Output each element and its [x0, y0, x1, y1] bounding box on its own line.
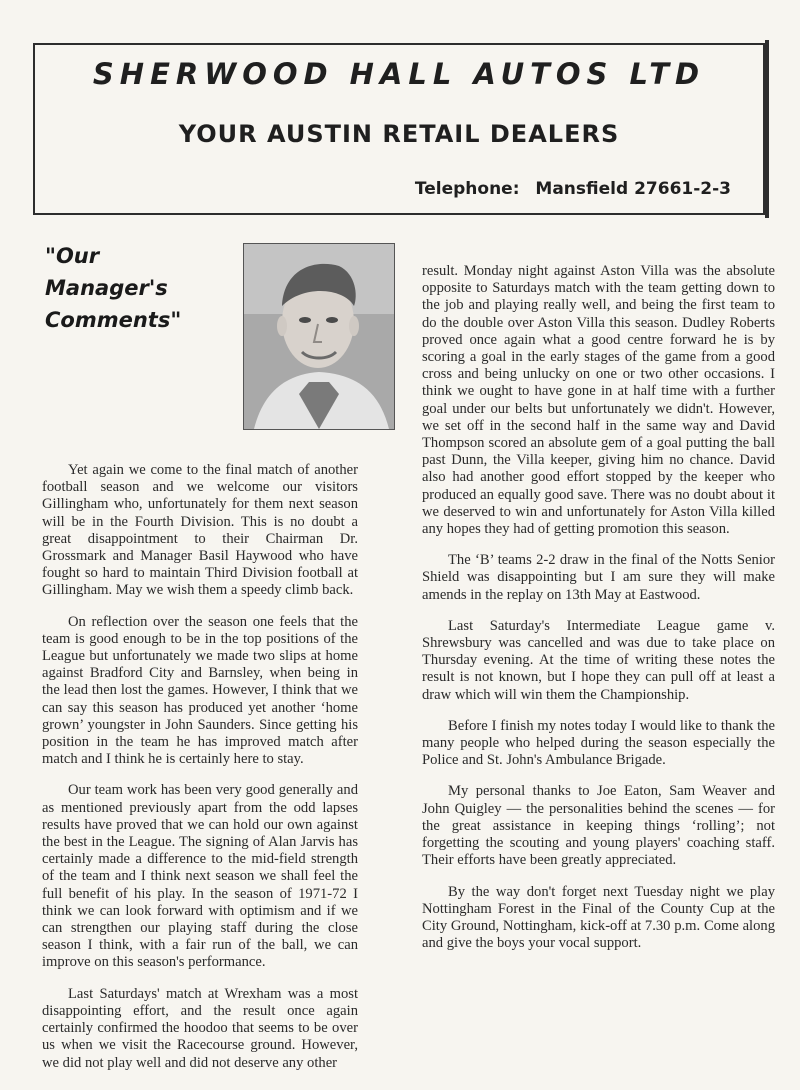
article-paragraph: On reflection over the season one feels that the team is good enough to be in the top positions of the League but unfortunately we made two slips at home against Bradford City and Barnsley, when being in the lead then lost the games. However, I think that we can say this season has produced yet another ‘home grown’ youngster in John Saunders. Since getting his position in the team he has improved match after match and I think he is certainly here to stay.	[42, 613, 358, 768]
portrait-illustration	[244, 244, 394, 429]
telephone-number: Mansfield 27661-2-3	[535, 179, 731, 199]
article-left-column	[42, 462, 358, 1086]
article-right-column	[422, 263, 775, 966]
article-paragraph: The ‘B’ teams 2-2 draw in the final of the Notts Senior Shield was disappointing but I am sure they will make amends in the replay on 13th May at Eastwood.	[422, 552, 775, 603]
article-heading	[45, 240, 225, 336]
advert-company-name: SHERWOOD HALL AUTOS LTD	[92, 57, 706, 91]
article-paragraph: My personal thanks to Joe Eaton, Sam Weaver and John Quigley — the personalities behind the scenes — for the great assistance in keeping things ‘rolling’; not forgetting the scouting and young players' coaching staff. Their efforts have been greatly appreciated.	[422, 783, 775, 869]
article-paragraph: Last Saturday's Intermediate League game v. Shrewsbury was cancelled and was due to take place on Thursday evening. At the time of writing these notes the result is not known, but I hope they can pull off at least a draw which will win them the Championship.	[422, 617, 775, 703]
telephone-label: Telephone:	[414, 179, 520, 199]
advert-box	[33, 43, 765, 215]
heading-line: "Our	[45, 244, 100, 268]
article-paragraph: Before I finish my notes today I would like to thank the many people who helped during the season especially the Police and St. John's Ambulance Brigade.	[422, 717, 775, 769]
article-paragraph-continued: result. Monday night against Aston Villa was the absolute opposite to Saturdays match with the team getting down to the job and playing really well, and being the first team to do the double over Aston Villa this season. Dudley Roberts proved once again what a good centre forward he is by scoring a goal in the early stages of the game from a good cross and being unlucky on one or two other occasions. I think we ought to have gone in at half time with a further goal under our belts but unfortunately we didn't. However, we set off in the second half in the same way and David Thompson scored an absolute gem of a goal putting the ball past Dunn, the Villa keeper, giving him no chance. David also had another good effort stopped by the keeper who produced an equally good save. There was no doubt about it we deserved to win and unfortunately for Aston Villa killed any hopes they had of getting promotion this season.	[422, 263, 775, 538]
article-paragraph: Our team work has been very good generally and as mentioned previously apart from the odd lapses results have proved that we can hold our own against the best in the League. The signing of Alan Jarvis has certainly made a difference to the mid-field strength of the team and I think next season we shall feel the full benefit of his play. In the season of 1971-72 I think we can look forward with optimism and if we can strengthen our playing staff during the close season I think, with a fair run of the ball, we can improve on this season's performance.	[42, 782, 358, 971]
heading-line: Comments"	[45, 308, 182, 332]
article-paragraph: Yet again we come to the final match of another football season and we welcome our visitors Gillingham who, unfortunately for them next season will be in the Fourth Division. This is no doubt a great disappointment to their Chairman Dr. Grossmark and Manager Basil Haywood who have fought so hard to maintain Third Division football at Gillingham. May we wish them a speedy climb back.	[42, 462, 358, 599]
advert-tagline: YOUR AUSTIN RETAIL DEALERS	[178, 120, 620, 148]
manager-portrait-photo	[243, 243, 395, 430]
advert-border-shadow	[765, 40, 769, 218]
advert-telephone	[415, 179, 731, 199]
article-paragraph: Last Saturdays' match at Wrexham was a most disappointing effort, and the result once again certainly confirmed the hoodoo that seems to be over us when we visit the Racecourse ground. However, we did not play well and did not deserve any other	[42, 985, 358, 1071]
heading-line: Manager's	[45, 276, 168, 300]
article-paragraph: By the way don't forget next Tuesday night we play Nottingham Forest in the Final of the County Cup at the City Ground, Nottingham, kick-off at 7.30 p.m. Come along and give the boys your vocal support.	[422, 883, 775, 952]
